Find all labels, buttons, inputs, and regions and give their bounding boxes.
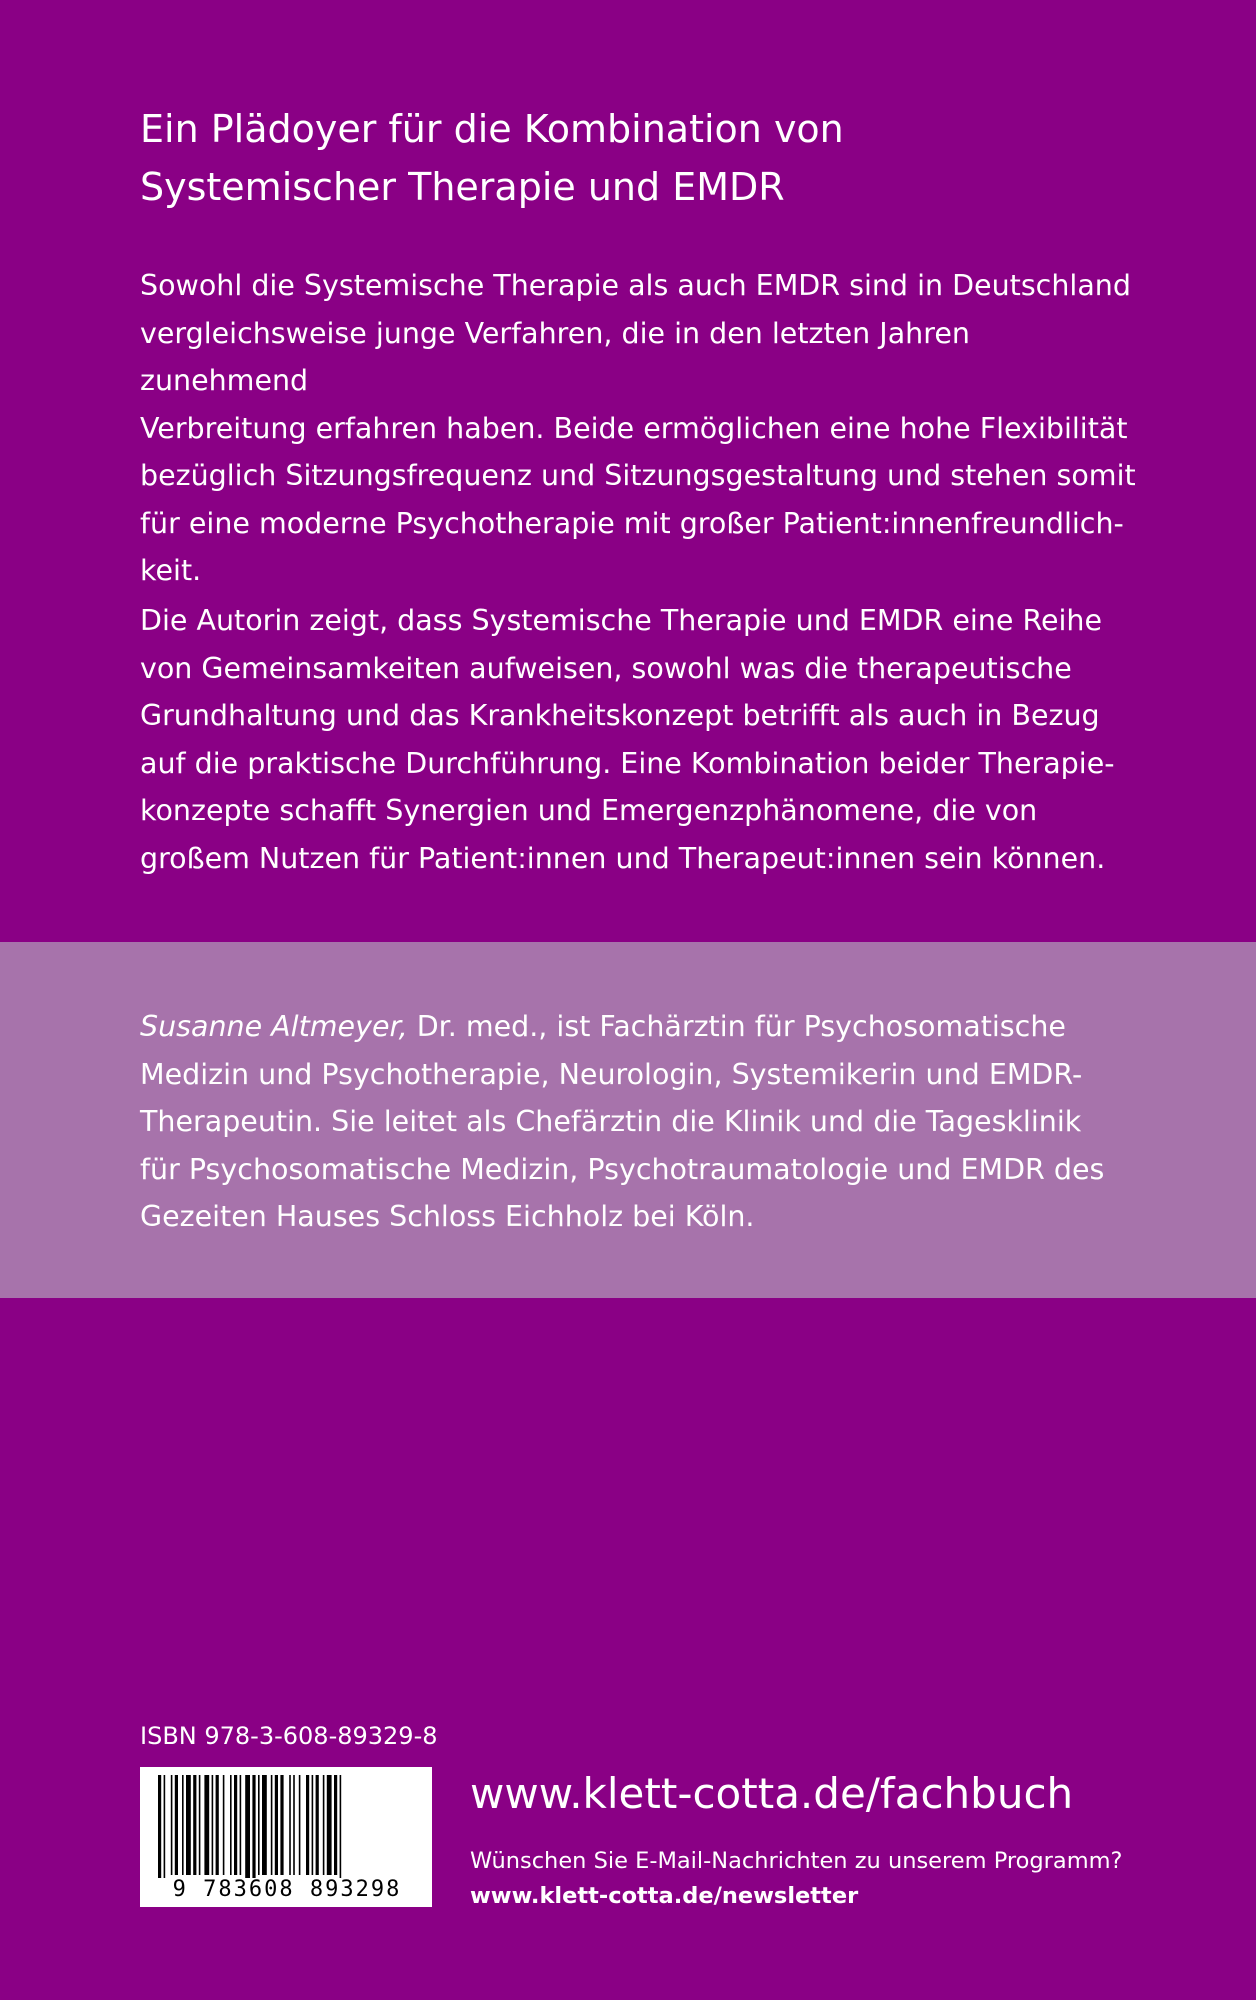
author-bio-line-5: Gezeiten Hauses Schloss Eichholz bei Köln. [140, 1200, 755, 1233]
newsletter-link[interactable]: www.klett-cotta.de/newsletter [470, 1883, 859, 1909]
author-bio-line-4: für Psychosomatische Medizin, Psychotraumatologie und EMDR des [140, 1152, 1105, 1186]
author-name: Susanne Altmeyer, [140, 1010, 408, 1043]
barcode-bar [164, 1775, 166, 1887]
barcode-bar [230, 1775, 232, 1875]
barcode-bar [199, 1775, 201, 1875]
author-bio-line-1 [140, 1003, 1150, 1051]
author-bio-line-1-text: Dr. med., ist Fachärztin für Psychosomatische [407, 1010, 1066, 1043]
barcode-bar [212, 1775, 214, 1875]
barcode-bar [334, 1775, 337, 1875]
newsletter-question: Wünschen Sie E-Mail-Nachrichten zu unserem Programm? [470, 1848, 1123, 1874]
barcode-bar [327, 1775, 332, 1875]
barcode-bar [289, 1775, 291, 1875]
author-bio-line-2: Medizin und Psychotherapie, Neurologin, Systemikerin und EMDR- [140, 1057, 1083, 1091]
barcode-bar [245, 1775, 250, 1887]
barcode-bar [182, 1775, 184, 1875]
headline-line-2: Systemischer Therapie und EMDR [140, 165, 785, 209]
barcode-bar [186, 1775, 191, 1875]
barcode-bar [280, 1775, 283, 1875]
barcode-bar [262, 1775, 267, 1875]
barcode-bar [252, 1775, 255, 1887]
barcode-bar [234, 1775, 237, 1875]
headline-line-1: Ein Plädoyer für die Kombination von [140, 107, 844, 151]
barcode-digits: 9 783608 893298 [152, 1878, 422, 1902]
barcode-bar [258, 1775, 260, 1875]
website-link[interactable]: www.klett-cotta.de/fachbuch [470, 1769, 1074, 1818]
barcode-bar [293, 1775, 295, 1875]
author-bio [140, 1003, 1150, 1241]
barcode-bar [316, 1775, 319, 1875]
barcode-bar [216, 1775, 219, 1875]
barcode-bar [223, 1775, 225, 1875]
barcode-bar [171, 1775, 173, 1875]
blurb-paragraph-2: Die Autorin zeigt, dass Systemische Therapie und EMDR eine Reihe von Gemeinsamkeiten aufweisen, sowohl was die therapeutische Grundhaltung und das Krankheitskonzept betrifft als auch in Bezug auf die praktische Durchführung. Eine Kombination beider Therapie- konzepte schafft Synergien und Emergenzphänomene, die von großem Nutzen für Patient:innen und Therapeut:innen sein können. [140, 604, 1115, 875]
barcode-bar [275, 1775, 278, 1875]
barcode-bar [323, 1775, 325, 1875]
isbn-label: ISBN 978-3-608-89329-8 [140, 1722, 438, 1750]
author-bio-line-3: Therapeutin. Sie leitet als Chefärztin die Klinik und die Tagesklinik [140, 1105, 1082, 1138]
headline [140, 100, 1140, 216]
barcode-bar [204, 1775, 209, 1875]
barcode-bar [240, 1775, 242, 1875]
barcode-bar [175, 1775, 178, 1875]
barcode-bar [312, 1775, 314, 1875]
barcode-bar [158, 1775, 161, 1887]
barcode-bar [193, 1775, 196, 1875]
barcode-bar [271, 1775, 273, 1875]
barcode [140, 1767, 432, 1907]
barcode-bar [340, 1775, 342, 1887]
barcode-bar [306, 1775, 309, 1875]
blurb-paragraph-1: Sowohl die Systemische Therapie als auch EMDR sind in Deutschland vergleichsweise junge Verfahren, die in den letzten Jahren zunehmend Verbreitung erfahren haben. Beide ermöglichen eine hohe Flexibilität bezüglich Sitzungsfrequenz und Sitzungsgestaltung und stehen somit für eine moderne Psychotherapie mit großer Patient:innenfreundlich- keit. [140, 269, 1136, 587]
barcode-bar [299, 1775, 301, 1875]
